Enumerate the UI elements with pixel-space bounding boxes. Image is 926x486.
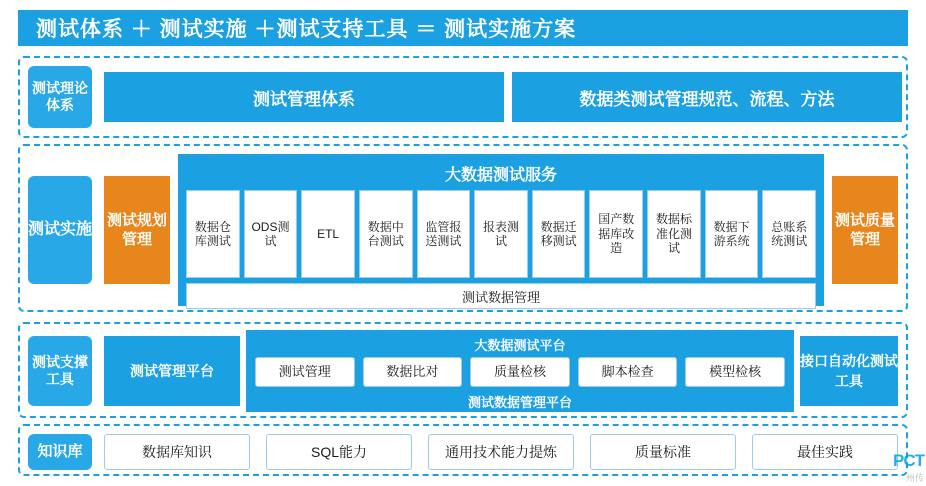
support-platform-item[interactable]: 模型检核: [685, 357, 785, 387]
row-label-knowledge-base: 知识库: [28, 434, 92, 470]
section-knowledge-base: [18, 424, 908, 476]
impl-box-test-quality-management[interactable]: 测试质量管理: [832, 176, 898, 284]
impl-box-test-planning-management[interactable]: 测试规划管理: [104, 176, 170, 284]
support-platform-item[interactable]: 质量检核: [470, 357, 570, 387]
impl-service-item[interactable]: 数据标准化测试: [647, 190, 701, 278]
impl-service-item[interactable]: 数据下游系统: [705, 190, 759, 278]
support-platform-items: [249, 357, 791, 387]
knowledge-base-items: [104, 434, 898, 470]
impl-service-panel: [178, 154, 824, 306]
impl-service-title: 大数据测试服务: [444, 167, 557, 184]
impl-service-item[interactable]: 报表测试: [474, 190, 528, 278]
support-box-interface-automation-tool[interactable]: 接口自动化测试工具: [800, 336, 898, 406]
theory-box-data-spec[interactable]: 数据类测试管理规范、流程、方法: [512, 72, 902, 122]
watermark-text: 州传: [905, 473, 924, 483]
impl-service-item[interactable]: 数据迁移测试: [532, 190, 586, 278]
section-implementation: [18, 144, 908, 312]
section-support-tools: [18, 322, 908, 418]
support-platform-item[interactable]: 数据比对: [363, 357, 463, 387]
row-label-support-tools: 测试支撑工具: [28, 336, 92, 406]
impl-service-item[interactable]: 国产数据库改造: [589, 190, 643, 278]
row-label-theory: 测试理论体系: [28, 66, 92, 128]
support-box-test-management-platform[interactable]: 测试管理平台: [104, 336, 240, 406]
impl-service-items: [182, 190, 820, 278]
knowledge-item[interactable]: SQL能力: [266, 434, 412, 470]
impl-service-item[interactable]: 总账系统测试: [762, 190, 816, 278]
watermark-logo: PCT: [893, 451, 924, 470]
knowledge-item[interactable]: 最佳实践: [752, 434, 898, 470]
impl-service-item[interactable]: ETL: [301, 190, 355, 278]
page-title: 测试体系 ＋ 测试实施 ＋测试支持工具 ＝ 测试实施方案: [18, 10, 908, 46]
impl-service-item[interactable]: 监管报送测试: [417, 190, 471, 278]
theory-box-management-system[interactable]: 测试管理体系: [104, 72, 504, 122]
impl-service-item[interactable]: 数据中台测试: [359, 190, 413, 278]
support-platform-panel: [246, 330, 794, 412]
section-theory: [18, 56, 908, 138]
row-label-implementation: 测试实施: [28, 176, 92, 284]
support-platform-item[interactable]: 脚本检查: [578, 357, 678, 387]
impl-service-item[interactable]: ODS测试: [244, 190, 298, 278]
knowledge-item[interactable]: 质量标准: [590, 434, 736, 470]
support-platform-footer: 测试数据管理平台: [467, 395, 572, 410]
support-platform-item[interactable]: 测试管理: [255, 357, 355, 387]
knowledge-item[interactable]: 通用技术能力提炼: [428, 434, 574, 470]
watermark: [854, 440, 924, 484]
knowledge-item[interactable]: 数据库知识: [104, 434, 250, 470]
support-platform-title: 大数据测试平台: [474, 338, 566, 353]
impl-service-footer[interactable]: 测试数据管理: [186, 283, 816, 309]
impl-service-item[interactable]: 数据仓库测试: [186, 190, 240, 278]
